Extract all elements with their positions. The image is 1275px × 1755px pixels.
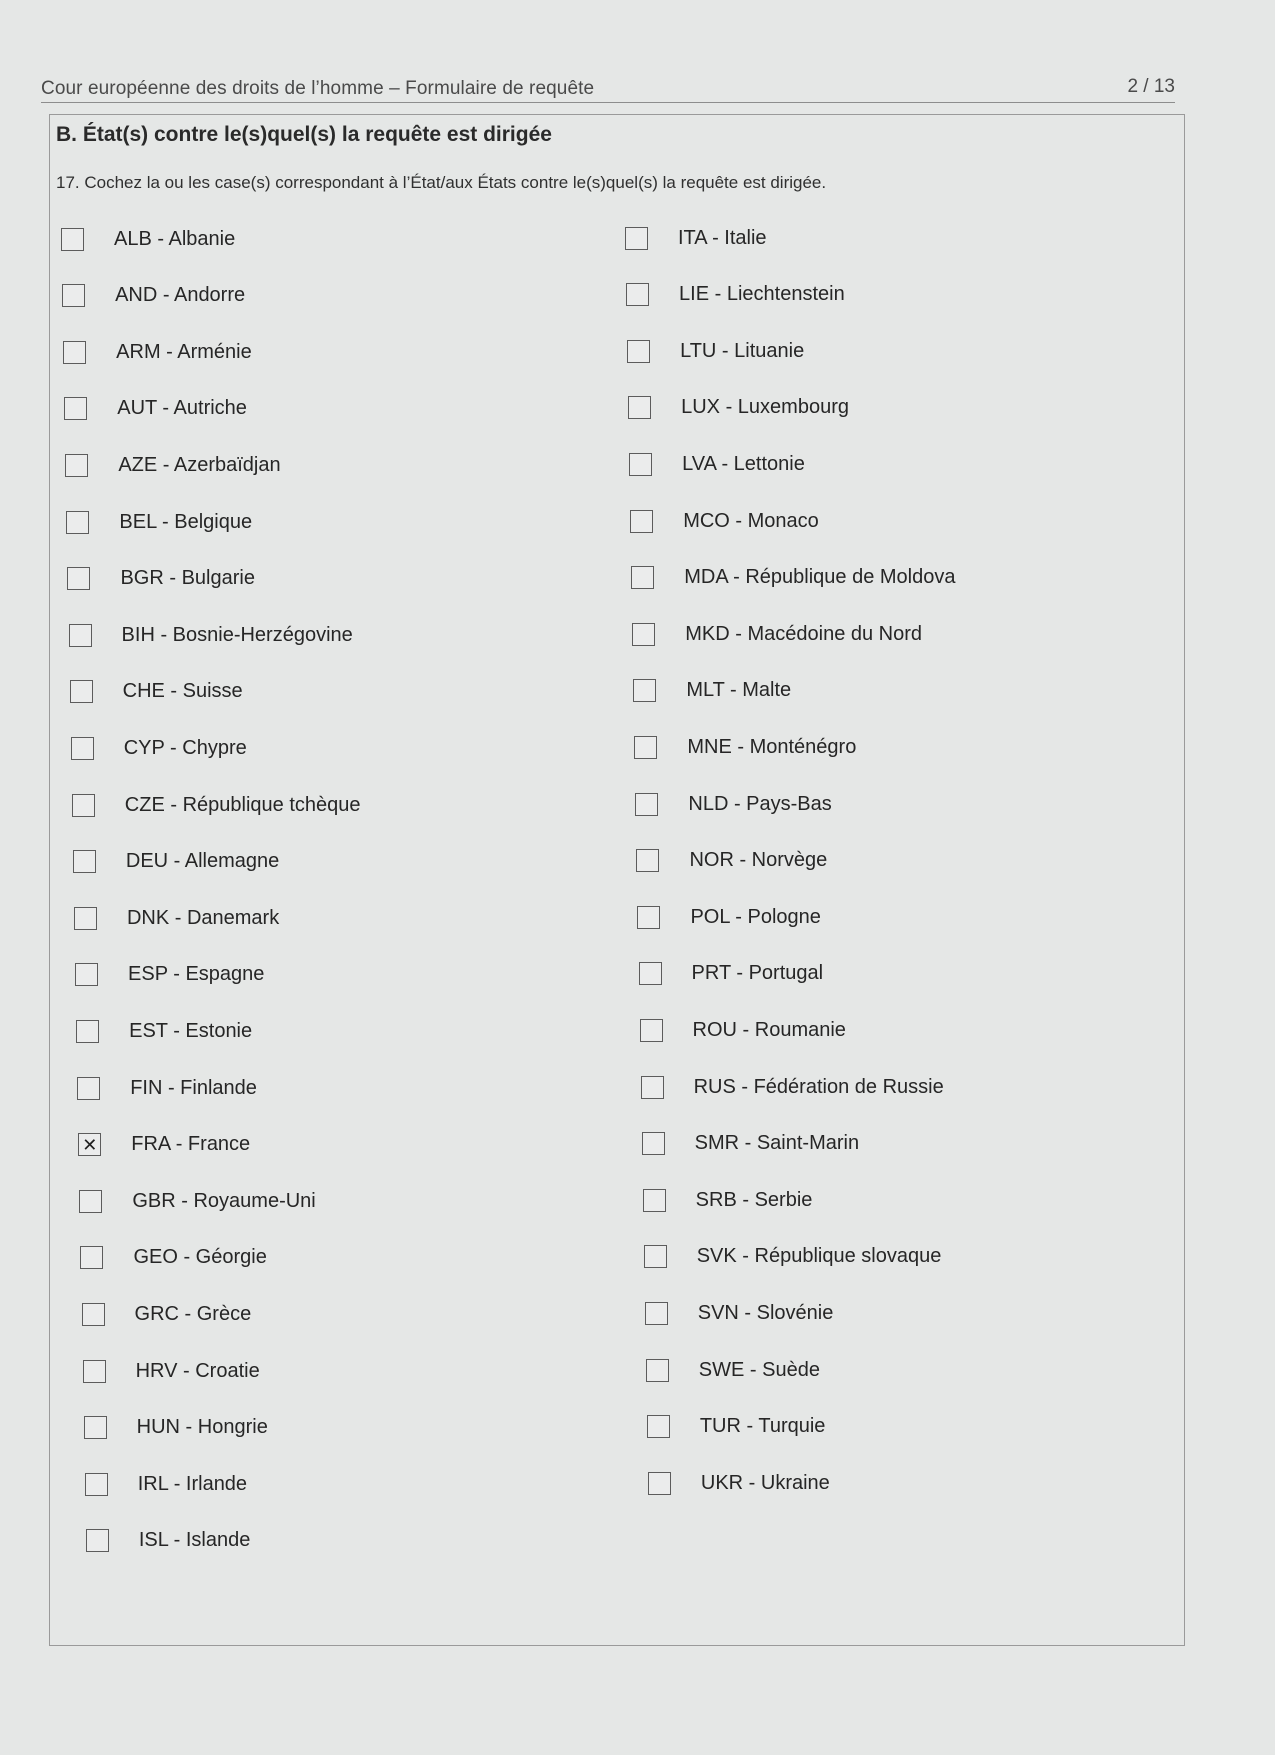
state-option[interactable]	[61, 225, 235, 253]
state-option[interactable]	[71, 734, 247, 762]
state-option[interactable]	[641, 1073, 944, 1101]
state-label: BIH - Bosnie-Herzégovine	[121, 623, 353, 646]
state-option[interactable]	[83, 1357, 260, 1385]
state-option[interactable]	[646, 1356, 820, 1384]
state-option[interactable]	[62, 282, 245, 310]
state-label: POL - Pologne	[690, 905, 821, 928]
state-checkbox[interactable]	[82, 1303, 105, 1326]
state-label: UKR - Ukraine	[700, 1471, 830, 1494]
state-option[interactable]	[630, 507, 819, 535]
page-number: 2 / 13	[1127, 76, 1175, 97]
state-checkbox[interactable]	[65, 454, 88, 477]
state-checkbox[interactable]	[74, 907, 97, 930]
state-label: CHE - Suisse	[122, 680, 243, 703]
state-checkbox[interactable]	[63, 341, 86, 364]
document-title: Cour européenne des droits de l’homme – Formulaire de requête	[41, 78, 595, 99]
state-option[interactable]	[67, 565, 255, 593]
state-label: SVN - Slovénie	[697, 1301, 834, 1324]
state-checkbox[interactable]	[636, 849, 659, 872]
state-label: SVK - République slovaque	[696, 1245, 942, 1268]
state-checkbox[interactable]	[635, 793, 658, 816]
state-option[interactable]	[80, 1244, 266, 1272]
state-option[interactable]	[645, 1299, 834, 1327]
state-option[interactable]	[648, 1469, 830, 1497]
state-option[interactable]	[78, 1131, 250, 1159]
state-option[interactable]	[640, 1016, 846, 1044]
state-checkbox[interactable]	[78, 1133, 101, 1156]
state-label: GRC - Grèce	[134, 1302, 252, 1325]
state-checkbox[interactable]	[630, 510, 653, 533]
state-checkbox[interactable]	[645, 1302, 668, 1325]
state-checkbox[interactable]	[72, 794, 95, 817]
state-option[interactable]	[79, 1187, 315, 1215]
state-checkbox[interactable]	[648, 1472, 671, 1495]
state-checkbox[interactable]	[642, 1132, 665, 1155]
checkmark-x-icon: ✕	[82, 1134, 98, 1155]
state-label: ARM - Arménie	[116, 340, 252, 363]
state-option[interactable]	[84, 1414, 268, 1442]
state-checkbox[interactable]	[629, 453, 652, 476]
state-option[interactable]	[647, 1413, 826, 1441]
state-checkbox[interactable]	[628, 396, 651, 419]
state-option[interactable]	[85, 1470, 247, 1498]
state-label: LTU - Lituanie	[680, 339, 805, 362]
state-checkbox[interactable]	[641, 1076, 664, 1099]
state-label: MDA - République de Moldova	[684, 566, 956, 589]
state-label: MLT - Malte	[686, 679, 792, 702]
state-label: ROU - Roumanie	[692, 1018, 846, 1041]
state-option[interactable]	[75, 961, 264, 989]
state-checkbox[interactable]	[647, 1415, 670, 1438]
state-label: NOR - Norvège	[689, 849, 828, 872]
state-label: MCO - Monaco	[683, 509, 819, 532]
state-option[interactable]	[77, 1074, 257, 1102]
state-option[interactable]	[639, 960, 824, 988]
state-label: HUN - Hongrie	[136, 1416, 268, 1439]
state-checkbox[interactable]	[637, 906, 660, 929]
state-checkbox[interactable]	[71, 737, 94, 760]
state-checkbox[interactable]	[62, 284, 85, 307]
state-label: MKD - Macédoine du Nord	[685, 622, 923, 645]
state-label: ALB - Albanie	[114, 227, 236, 250]
state-checkbox[interactable]	[644, 1245, 667, 1268]
state-option[interactable]	[72, 791, 361, 819]
state-checkbox[interactable]	[646, 1359, 669, 1382]
state-checkbox[interactable]	[76, 1020, 99, 1043]
state-option[interactable]	[636, 847, 827, 875]
state-label: SMR - Saint-Marin	[694, 1132, 860, 1155]
state-option[interactable]	[631, 564, 955, 592]
state-checkbox[interactable]	[640, 1019, 663, 1042]
state-option[interactable]	[86, 1527, 251, 1555]
state-label: PRT - Portugal	[691, 962, 824, 985]
state-checkbox[interactable]	[61, 228, 84, 251]
state-label: GEO - Géorgie	[133, 1246, 267, 1269]
state-checkbox[interactable]	[627, 340, 650, 363]
state-label: DNK - Danemark	[126, 906, 280, 929]
state-option[interactable]	[633, 677, 791, 705]
state-checkbox[interactable]	[86, 1529, 109, 1552]
state-checkbox[interactable]	[643, 1189, 666, 1212]
state-label: EST - Estonie	[129, 1019, 253, 1042]
state-checkbox[interactable]	[66, 511, 89, 534]
state-label: LIE - Liechtenstein	[679, 283, 845, 306]
state-label: FIN - Finlande	[130, 1076, 257, 1099]
state-option[interactable]	[628, 394, 849, 422]
state-checkbox[interactable]	[625, 227, 648, 250]
state-checkbox[interactable]	[69, 624, 92, 647]
state-label: LVA - Lettonie	[682, 452, 805, 475]
state-option[interactable]	[632, 620, 922, 648]
state-label: RUS - Fédération de Russie	[693, 1075, 944, 1098]
state-option[interactable]	[644, 1243, 942, 1271]
state-option[interactable]	[625, 224, 767, 252]
state-checkbox[interactable]	[639, 962, 662, 985]
state-label: SRB - Serbie	[695, 1188, 813, 1211]
state-option[interactable]	[82, 1300, 252, 1328]
state-option[interactable]	[74, 904, 279, 932]
state-option[interactable]	[643, 1186, 813, 1214]
state-label: BEL - Belgique	[119, 510, 253, 533]
state-checkbox[interactable]	[79, 1190, 102, 1213]
state-option[interactable]	[64, 395, 247, 423]
state-option[interactable]	[76, 1017, 252, 1045]
state-checkbox[interactable]	[83, 1360, 106, 1383]
state-checkbox[interactable]	[631, 566, 654, 589]
state-checkbox[interactable]	[77, 1077, 100, 1100]
state-label: SWE - Suède	[698, 1358, 820, 1381]
state-option[interactable]	[69, 621, 353, 649]
state-label: NLD - Pays-Bas	[688, 792, 832, 815]
state-option[interactable]	[629, 450, 805, 478]
state-option[interactable]	[635, 790, 831, 818]
state-option[interactable]	[634, 733, 856, 761]
state-label: MNE - Monténégro	[687, 735, 857, 758]
state-checkbox[interactable]	[64, 397, 87, 420]
state-option[interactable]	[70, 678, 243, 706]
state-label: DEU - Allemagne	[125, 850, 280, 873]
section-title: B. État(s) contre le(s)quel(s) la requête est dirigée	[56, 123, 552, 146]
state-label: HRV - Croatie	[135, 1359, 260, 1382]
state-checkbox[interactable]	[73, 850, 96, 873]
state-checkbox[interactable]	[632, 623, 655, 646]
state-label: IRL - Irlande	[137, 1472, 248, 1495]
question-text: 17. Cochez la ou les case(s) correspondant à l’État/aux États contre le(s)quel(s) la requête est dirigée.	[56, 173, 827, 192]
state-option[interactable]	[627, 337, 804, 365]
state-checkbox[interactable]	[634, 736, 657, 759]
state-label: ISL - Islande	[138, 1529, 251, 1552]
state-checkbox[interactable]	[626, 283, 649, 306]
state-label: LUX - Luxembourg	[681, 396, 849, 419]
state-label: AND - Andorre	[115, 284, 246, 307]
state-option[interactable]	[65, 451, 280, 479]
state-label: FRA - France	[131, 1133, 251, 1156]
state-label: ESP - Espagne	[128, 963, 265, 986]
state-checkbox[interactable]	[75, 963, 98, 986]
state-checkbox[interactable]	[633, 679, 656, 702]
page-header	[41, 78, 1175, 103]
state-option[interactable]	[73, 848, 279, 876]
state-checkbox[interactable]	[85, 1473, 108, 1496]
state-label: GBR - Royaume-Uni	[132, 1189, 316, 1212]
state-option[interactable]	[637, 903, 820, 931]
state-checkbox[interactable]	[70, 680, 93, 703]
state-label: CYP - Chypre	[123, 736, 247, 759]
state-option[interactable]	[626, 281, 845, 309]
state-option[interactable]	[642, 1130, 859, 1158]
state-label: ITA - Italie	[678, 226, 767, 249]
state-option[interactable]	[66, 508, 252, 536]
state-label: TUR - Turquie	[699, 1415, 826, 1438]
state-checkbox[interactable]	[80, 1246, 103, 1269]
state-label: AUT - Autriche	[117, 397, 247, 420]
state-checkbox[interactable]	[67, 567, 90, 590]
state-checkbox[interactable]	[84, 1416, 107, 1439]
state-label: AZE - Azerbaïdjan	[118, 453, 281, 476]
state-option[interactable]	[63, 338, 252, 366]
state-label: BGR - Bulgarie	[120, 567, 255, 590]
state-label: CZE - République tchèque	[124, 793, 361, 816]
